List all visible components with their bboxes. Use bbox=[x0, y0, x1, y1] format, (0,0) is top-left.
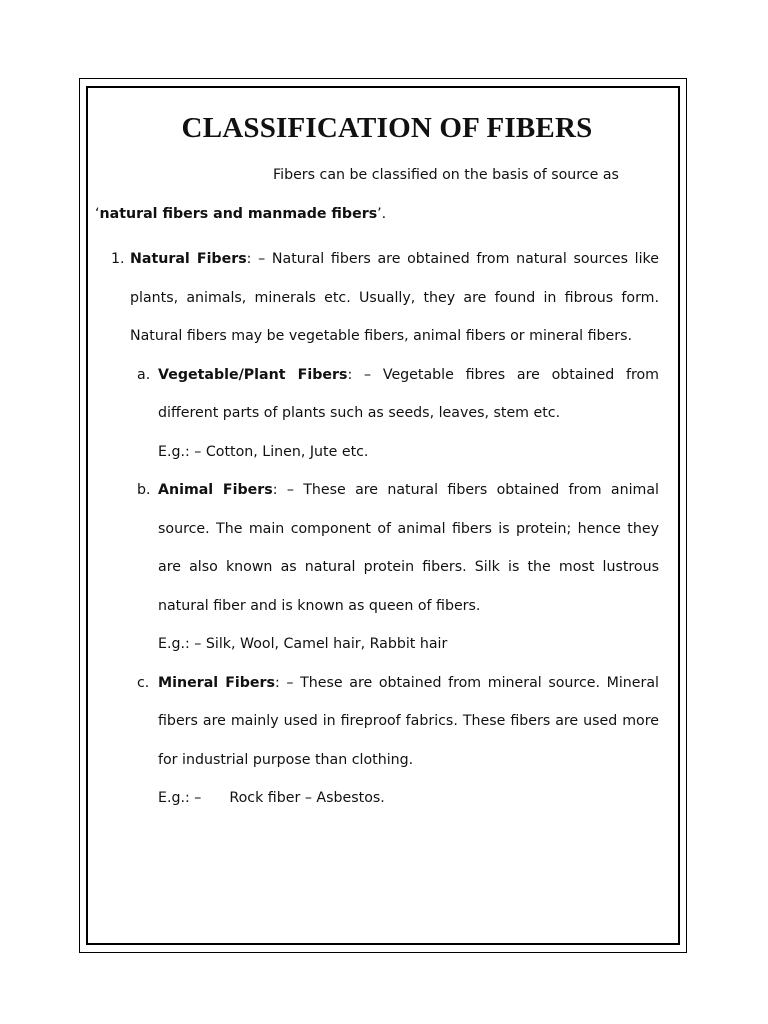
example-text: Rock fiber – Asbestos. bbox=[229, 790, 385, 806]
example-text: Cotton, Linen, Jute etc. bbox=[201, 443, 369, 460]
subsection-marker: c. bbox=[137, 674, 150, 691]
subsection-marker: b. bbox=[137, 482, 151, 498]
example-prefix: E.g.: – bbox=[158, 790, 202, 806]
page-title: CLASSIFICATION OF FIBERS bbox=[181, 112, 593, 144]
example-line bbox=[158, 625, 659, 664]
intro-bold-phrase: natural fibers and manmade fibers bbox=[99, 205, 378, 222]
example-line bbox=[158, 433, 659, 472]
subsection-mineral-fibers bbox=[95, 664, 659, 818]
intro-text: Fibers can be classified on the basis of source as bbox=[273, 167, 619, 183]
subsection-text: : – These are natural fibers obtained from animal source. The main component of animal fibers is protein; hence they are also known as natural protein fibers. Silk is the most lustrous natural fiber and is known as queen of fibers. bbox=[158, 482, 659, 614]
section-marker: 1. bbox=[111, 251, 125, 267]
subsection-vegetable-fibers bbox=[95, 356, 659, 472]
subsection-paragraph bbox=[158, 664, 659, 780]
subsection-paragraph bbox=[158, 356, 659, 433]
subsection-text: : – Vegetable fibres are obtained from different parts of plants such as seeds, leaves, stem etc. bbox=[158, 366, 660, 421]
document-body bbox=[95, 108, 659, 818]
subsection-heading: Animal Fibers bbox=[158, 482, 273, 498]
subsection-paragraph bbox=[158, 471, 659, 625]
intro-quote-open: ‘ bbox=[95, 205, 100, 222]
example-line bbox=[158, 779, 659, 818]
example-prefix: E.g.: – bbox=[158, 636, 202, 652]
section-heading: Natural Fibers bbox=[130, 251, 247, 267]
example-text: Silk, Wool, Camel hair, Rabbit hair bbox=[201, 636, 448, 652]
subsection-heading: Mineral Fibers bbox=[158, 674, 275, 691]
intro-quote-close: ’ bbox=[377, 205, 382, 222]
subsection-animal-fibers bbox=[95, 471, 659, 664]
intro-end: . bbox=[381, 205, 387, 222]
subsection-text: : – These are obtained from mineral source. Mineral fibers are mainly used in fireproof fabrics. These fibers are used more for industrial purpose than clothing. bbox=[158, 674, 659, 768]
example-prefix: E.g.: – bbox=[158, 443, 202, 460]
section-natural-fibers bbox=[95, 240, 659, 818]
subsection-heading: Vegetable/Plant Fibers bbox=[158, 366, 348, 383]
intro-paragraph bbox=[95, 156, 659, 233]
section-text: : – Natural fibers are obtained from natural sources like plants, animals, minerals etc. Usually, they are found in fibrous form. Natural fibers may be vegetable fibers, animal fibers or mineral fibers. bbox=[130, 251, 659, 344]
subsection-marker: a. bbox=[137, 366, 151, 383]
section-natural-paragraph bbox=[130, 240, 659, 356]
